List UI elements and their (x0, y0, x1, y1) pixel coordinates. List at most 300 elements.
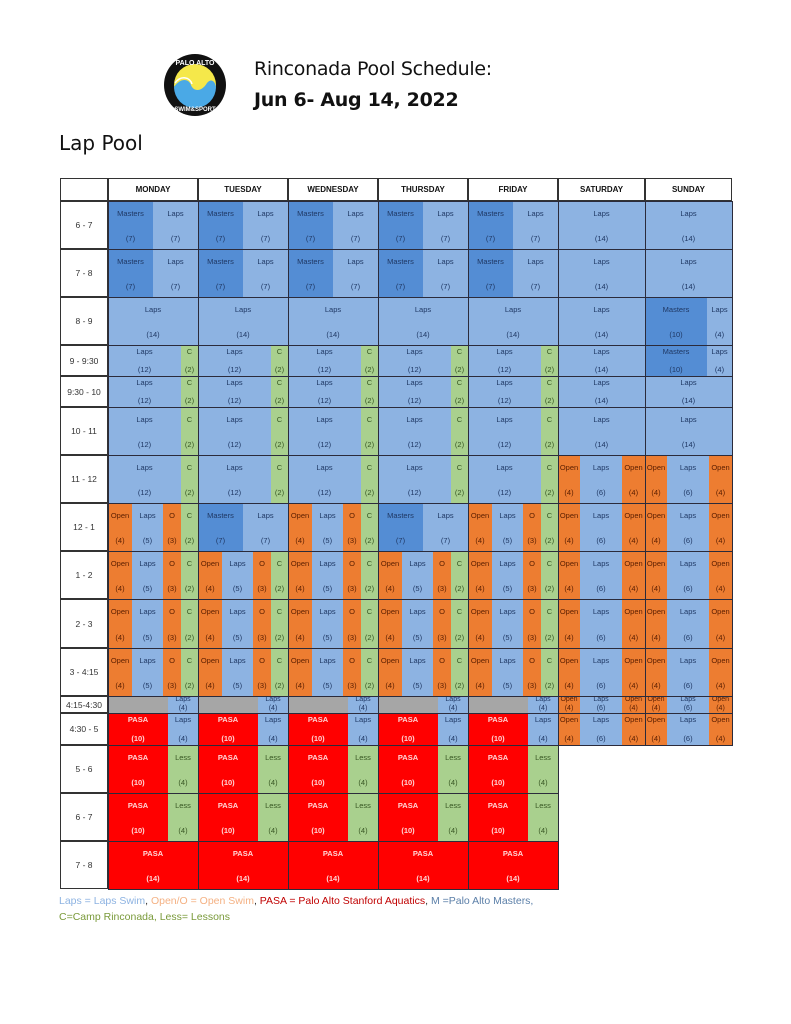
slot-activity: Laps (139, 559, 156, 568)
slot-lanes: (2) (544, 440, 555, 449)
slot-activity: Laps (136, 415, 153, 424)
slot-lanes: (7) (125, 282, 136, 291)
slot-activity: Laps (316, 378, 333, 387)
slot-activity: O (349, 656, 355, 665)
slot-pasa (198, 841, 288, 889)
slot-activity: Masters (662, 305, 690, 314)
slot-open (645, 696, 667, 713)
slot-lanes: (3) (347, 536, 357, 545)
slot-activity: Laps (324, 305, 342, 314)
slot-activity: Laps (593, 257, 610, 266)
slot-lanes: (5) (142, 584, 153, 593)
slot-laps (468, 407, 541, 455)
slot-lanes: (4) (268, 705, 278, 712)
slot-laps (378, 407, 451, 455)
slot-activity: C (276, 559, 283, 568)
slot-activity: C (546, 378, 553, 387)
slot-lanes: (2) (364, 633, 375, 642)
slot-laps (513, 249, 558, 297)
slot-activity: C (366, 378, 373, 387)
slot-laps (558, 407, 645, 455)
time-label: 4:15-4:30 (60, 696, 108, 713)
slot-camp (361, 345, 378, 376)
slot-lanes: (5) (232, 633, 243, 642)
slot-laps (168, 713, 198, 745)
slot-lanes: (6) (596, 584, 606, 593)
slot-lanes: (4) (564, 705, 574, 712)
slot-lanes: (7) (530, 282, 541, 291)
time-label: 7 - 8 (60, 249, 108, 297)
slot-activity: O (259, 656, 265, 665)
slot-lanes: (4) (628, 584, 639, 593)
slot-lanes: (4) (295, 681, 305, 690)
slot-laps (348, 713, 378, 745)
slot-lanes: (3) (527, 681, 537, 690)
slot-open (468, 503, 492, 551)
slot-activity: Masters (297, 257, 324, 266)
slot-less (528, 745, 558, 793)
slot-less (258, 745, 288, 793)
slot-open (622, 599, 645, 648)
slot-activity: Laps (437, 511, 454, 520)
legend-lessons: Less= Lessons (159, 911, 231, 923)
slot-lanes: (4) (385, 584, 395, 593)
slot-open (378, 599, 402, 648)
slot-activity: Laps (257, 257, 274, 266)
slot-lanes: (4) (268, 826, 278, 835)
slot-lanes: (7) (215, 234, 226, 243)
slot-laps (198, 345, 271, 376)
slot-activity: O (349, 559, 355, 568)
slot-lanes: (5) (412, 633, 423, 642)
slot-activity: Laps (592, 607, 610, 616)
slot-camp (361, 503, 378, 551)
slot-activity: Laps (409, 559, 426, 568)
slot-activity: Laps (139, 607, 156, 616)
svg-text:SWIM&SPORT: SWIM&SPORT (174, 107, 216, 113)
slot-laps (312, 503, 343, 551)
slot-laps (528, 713, 558, 745)
slot-pasa (378, 793, 438, 841)
slot-activity: Laps (499, 607, 516, 616)
slot-pasa (288, 713, 348, 745)
slot-lanes: (3) (347, 633, 357, 642)
slot-lanes: (12) (137, 488, 152, 497)
slot-activity: PASA (142, 849, 164, 858)
slot-activity: O (529, 607, 535, 616)
time-label: 9:30 - 10 (60, 376, 108, 407)
slot-lanes: (12) (497, 396, 512, 405)
slot-activity: C (276, 463, 283, 472)
slot-laps (558, 201, 645, 249)
slot-activity: Laps (592, 656, 610, 665)
slot-laps (423, 249, 468, 297)
slot-lanes: (4) (448, 778, 458, 787)
slot-pasa (288, 841, 378, 889)
slot-lanes: (4) (268, 734, 278, 743)
slot-lanes: (6) (683, 633, 693, 642)
slot-camp (181, 648, 198, 696)
slot-lanes: (12) (137, 440, 152, 449)
slot-lanes: (4) (715, 584, 726, 593)
slot-activity: Open (290, 559, 310, 568)
slot-activity: Open (380, 607, 400, 616)
slot-activity: Laps (347, 209, 364, 218)
slot-lanes: (3) (167, 633, 177, 642)
slot-laps (707, 297, 732, 345)
slot-open (622, 713, 645, 745)
slot-laps (132, 551, 163, 599)
slot-lanes: (7) (395, 234, 406, 243)
slot-activity: Open (560, 696, 578, 703)
slot-open (343, 551, 361, 599)
slot-activity: Laps (355, 696, 371, 703)
slot-lanes: (4) (538, 826, 548, 835)
slot-lanes: (14) (326, 874, 340, 883)
slot-open (163, 551, 181, 599)
slot-masters (378, 249, 423, 297)
slot-open (253, 599, 271, 648)
slot-lanes: (4) (651, 681, 661, 690)
slot-lanes: (4) (628, 734, 639, 743)
slot-lanes: (7) (170, 234, 181, 243)
slot-activity: PASA (127, 753, 149, 762)
slot-activity: Laps (592, 715, 610, 724)
slot-laps (667, 599, 709, 648)
slot-laps (108, 345, 181, 376)
slot-activity: Laps (319, 656, 336, 665)
slot-activity: Less (175, 753, 191, 762)
slot-pasa (198, 745, 258, 793)
slot-lanes: (10) (311, 826, 325, 835)
slot-lanes: (7) (350, 234, 361, 243)
legend-camp: C=Camp Rinconada, (59, 911, 157, 923)
slot-activity: Masters (662, 347, 690, 356)
slot-open (288, 648, 312, 696)
slot-lanes: (4) (538, 705, 548, 712)
header-corner (60, 178, 108, 201)
page-title: Rinconada Pool Schedule: (254, 58, 492, 80)
slot-activity: PASA (127, 801, 149, 810)
slot-lanes: (4) (205, 633, 215, 642)
slot-open (163, 648, 181, 696)
slot-activity: C (276, 378, 283, 387)
slot-activity: Laps (679, 656, 697, 665)
slot-activity: O (529, 511, 535, 520)
slot-activity: Laps (264, 715, 282, 724)
slot-camp (361, 455, 378, 503)
slot-less (168, 745, 198, 793)
slot-camp (271, 648, 288, 696)
slot-activity: Open (200, 559, 220, 568)
slot-camp (181, 503, 198, 551)
slot-lanes: (10) (221, 734, 235, 743)
slot-camp (271, 407, 288, 455)
slot-lanes: (14) (594, 365, 609, 374)
slot-activity: Laps (406, 463, 423, 472)
slot-activity: Laps (226, 415, 243, 424)
slot-lanes: (3) (167, 536, 177, 545)
slot-lanes: (5) (412, 681, 423, 690)
time-label: 10 - 11 (60, 407, 108, 455)
slot-open (468, 551, 492, 599)
slot-activity: Masters (207, 257, 234, 266)
slot-lanes: (7) (125, 234, 136, 243)
slot-open (622, 503, 645, 551)
slot-laps (580, 713, 622, 745)
slot-lanes: (10) (669, 365, 683, 374)
slot-laps (438, 713, 468, 745)
slot-camp (541, 551, 558, 599)
slot-activity: Open (646, 607, 666, 616)
slot-activity: C (456, 559, 463, 568)
slot-laps (288, 407, 361, 455)
slot-lanes: (14) (416, 874, 430, 883)
slot-open (433, 551, 451, 599)
slot-lanes: (10) (401, 734, 415, 743)
slot-camp (541, 345, 558, 376)
slot-lanes: (10) (669, 330, 683, 339)
slot-laps (580, 551, 622, 599)
slot-activity: Laps (167, 257, 184, 266)
slot-activity: O (349, 607, 355, 616)
slot-activity: PASA (307, 753, 329, 762)
slot-gray (288, 696, 348, 713)
slot-laps (423, 503, 468, 551)
slot-laps (402, 648, 433, 696)
slot-lanes: (2) (544, 396, 555, 405)
slot-lanes: (3) (257, 633, 267, 642)
slot-open (288, 599, 312, 648)
slot-lanes: (4) (205, 681, 215, 690)
slot-activity: Laps (316, 463, 333, 472)
slot-lanes: (4) (448, 734, 458, 743)
slot-lanes: (7) (350, 282, 361, 291)
slot-gray (378, 696, 438, 713)
slot-lanes: (5) (502, 681, 513, 690)
slot-activity: C (366, 463, 373, 472)
slot-open (343, 503, 361, 551)
slot-laps (423, 201, 468, 249)
slot-activity: C (456, 607, 463, 616)
slot-laps (288, 376, 361, 407)
slot-lanes: (14) (236, 874, 250, 883)
slot-open (108, 599, 132, 648)
slot-lanes: (4) (715, 633, 726, 642)
slot-lanes: (3) (257, 681, 267, 690)
slot-activity: Laps (437, 209, 454, 218)
slot-activity: Open (380, 656, 400, 665)
slot-activity: Open (290, 656, 310, 665)
slot-laps (492, 648, 523, 696)
slot-laps (438, 696, 468, 713)
day-header-friday: FRIDAY (468, 178, 558, 201)
slot-lanes: (7) (440, 536, 451, 545)
slot-camp (451, 345, 468, 376)
slot-pasa (108, 745, 168, 793)
slot-activity: Laps (414, 305, 432, 314)
slot-activity: Masters (207, 209, 234, 218)
slot-activity: Laps (234, 305, 252, 314)
slot-activity: Open (470, 559, 490, 568)
slot-activity: PASA (307, 801, 329, 810)
slot-lanes: (10) (311, 778, 325, 787)
slot-less (348, 793, 378, 841)
time-label: 8 - 9 (60, 297, 108, 345)
slot-laps (378, 455, 451, 503)
slot-camp (361, 599, 378, 648)
legend-laps: Laps = Laps Swim (59, 895, 146, 907)
slot-activity: Open (110, 559, 130, 568)
slot-activity: PASA (412, 849, 434, 858)
slot-lanes: (14) (416, 330, 430, 339)
slot-lanes: (5) (142, 536, 153, 545)
slot-laps (580, 599, 622, 648)
slot-laps (667, 713, 709, 745)
slot-lanes: (4) (651, 536, 661, 545)
slot-lanes: (7) (260, 536, 271, 545)
slot-lanes: (14) (681, 396, 696, 405)
slot-lanes: (14) (236, 330, 250, 339)
slot-activity: PASA (232, 849, 254, 858)
slot-laps (580, 648, 622, 696)
slot-lanes: (4) (178, 705, 188, 712)
slot-activity: Masters (297, 209, 324, 218)
slot-open (645, 713, 667, 745)
slot-lanes: (4) (358, 778, 368, 787)
slot-masters (468, 201, 513, 249)
slot-activity: Less (265, 801, 281, 810)
slot-laps (312, 599, 343, 648)
slot-lanes: (14) (594, 396, 609, 405)
slot-lanes: (4) (714, 330, 725, 339)
slot-activity: Laps (593, 378, 610, 387)
slot-lanes: (2) (364, 365, 375, 374)
slot-activity: Laps (144, 305, 162, 314)
date-range: Jun 6- Aug 14, 2022 (254, 89, 459, 111)
slot-activity: Open (624, 607, 643, 616)
slot-laps (222, 599, 253, 648)
slot-lanes: (2) (454, 440, 465, 449)
slot-activity: O (169, 607, 175, 616)
slot-gray (198, 696, 258, 713)
slot-activity: Open (624, 715, 643, 724)
slot-activity: Less (445, 753, 461, 762)
slot-activity: C (186, 511, 193, 520)
slot-open (378, 551, 402, 599)
slot-laps (558, 297, 645, 345)
slot-activity: PASA (397, 753, 419, 762)
slot-lanes: (5) (142, 633, 153, 642)
slot-lanes: (3) (347, 681, 357, 690)
svg-text:PALO ALTO: PALO ALTO (175, 60, 215, 67)
slot-lanes: (12) (497, 488, 512, 497)
slot-lanes: (4) (715, 536, 726, 545)
day-header-thursday: THURSDAY (378, 178, 468, 201)
slot-activity: Open (200, 607, 220, 616)
slot-open (709, 648, 732, 696)
slot-laps (258, 696, 288, 713)
slot-activity: C (546, 463, 553, 472)
slot-lanes: (2) (544, 681, 555, 690)
slot-lanes: (5) (322, 584, 333, 593)
slot-activity: Open (559, 463, 579, 472)
slot-lanes: (3) (437, 681, 447, 690)
slot-activity: Laps (139, 656, 156, 665)
slot-lanes: (4) (358, 734, 368, 743)
slot-activity: Open (470, 656, 490, 665)
slot-activity: Laps (504, 305, 522, 314)
slot-lanes: (14) (594, 440, 609, 449)
slot-activity: C (186, 607, 193, 616)
slot-lanes: (7) (395, 536, 406, 545)
slot-activity: Laps (496, 463, 513, 472)
slot-lanes: (4) (385, 681, 395, 690)
slot-laps (402, 599, 433, 648)
slot-lanes: (4) (295, 584, 305, 593)
slot-laps (288, 455, 361, 503)
slot-pasa (468, 841, 558, 889)
slot-activity: Open (200, 656, 220, 665)
slot-activity: Laps (499, 559, 516, 568)
slot-activity: Open (647, 696, 665, 703)
slot-activity: C (186, 378, 193, 387)
slot-open (343, 599, 361, 648)
slot-open (523, 648, 541, 696)
slot-activity: Laps (347, 257, 364, 266)
slot-lanes: (2) (544, 584, 555, 593)
slot-activity: Laps (592, 463, 610, 472)
slot-lanes: (5) (232, 681, 243, 690)
slot-lanes: (14) (146, 874, 160, 883)
slot-activity: Laps (593, 209, 610, 218)
slot-lanes: (4) (628, 681, 639, 690)
slot-activity: O (529, 656, 535, 665)
slot-camp (541, 648, 558, 696)
slot-lanes: (6) (683, 734, 693, 743)
slot-camp (181, 345, 198, 376)
slot-lanes: (4) (268, 778, 278, 787)
slot-lanes: (4) (538, 734, 548, 743)
day-header-saturday: SATURDAY (558, 178, 645, 201)
slot-activity: Laps (527, 257, 544, 266)
slot-lanes: (3) (527, 536, 537, 545)
slot-activity: Open (559, 715, 579, 724)
slot-lanes: (2) (274, 584, 285, 593)
slot-activity: Laps (679, 607, 697, 616)
slot-activity: PASA (307, 715, 329, 724)
slot-lanes: (2) (544, 488, 555, 497)
slot-masters (378, 201, 423, 249)
slot-laps (378, 297, 468, 345)
slot-activity: C (546, 511, 553, 520)
slot-lanes: (2) (454, 584, 465, 593)
slot-activity: PASA (217, 753, 239, 762)
slot-camp (361, 376, 378, 407)
slot-activity: Open (559, 559, 579, 568)
slot-lanes: (2) (274, 488, 285, 497)
slot-open (253, 648, 271, 696)
slot-lanes: (2) (454, 633, 465, 642)
slot-lanes: (3) (437, 633, 447, 642)
slot-activity: Laps (229, 559, 246, 568)
slot-laps (645, 249, 732, 297)
slot-activity: Laps (406, 347, 423, 356)
slot-less (168, 793, 198, 841)
slot-activity: Laps (174, 715, 192, 724)
slot-pasa (108, 793, 168, 841)
slot-lanes: (3) (167, 681, 177, 690)
